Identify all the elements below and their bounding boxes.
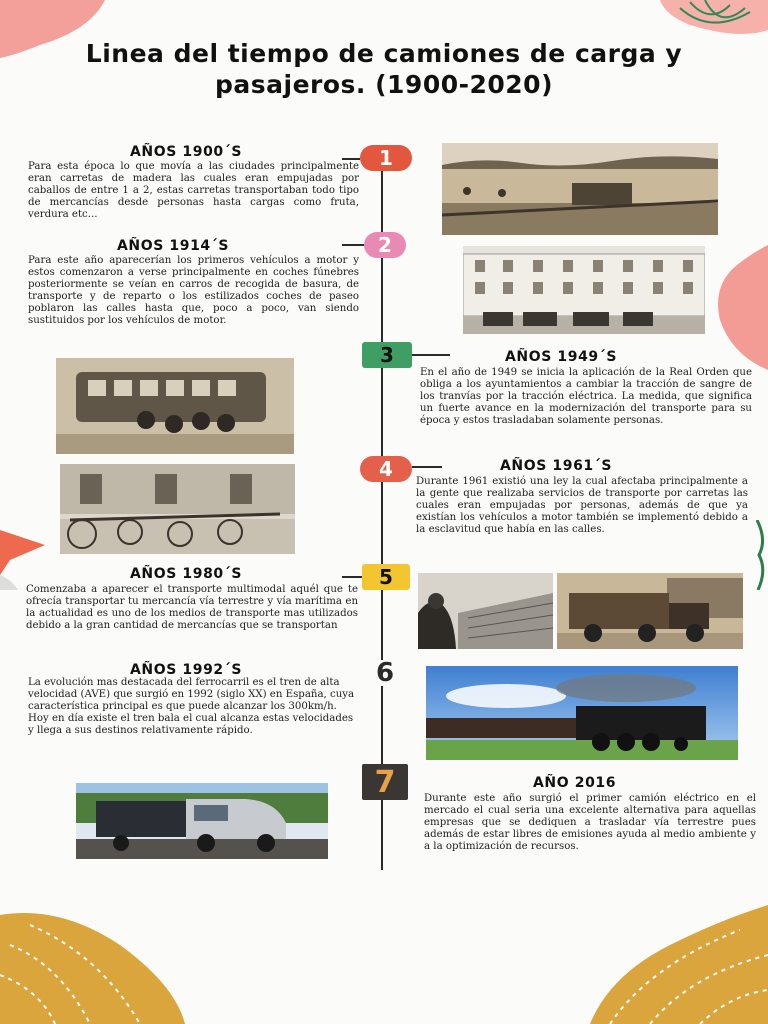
event-3-number: 3 <box>380 343 394 367</box>
event-5-number: 5 <box>379 565 393 589</box>
event-1-text: Para esta época lo que movía a las ciudades principalmente eran carretas de madera las cuales eran empujadas por caballos de entre 1 a 2, estas carretas transportaban todo tipo de mercancías desde personas hasta cargas como fruta, verdura etc... <box>28 161 359 221</box>
gold-blob-bottom-left <box>0 905 190 1024</box>
page-title: Linea del tiempo de camiones de carga y pasajeros. (1900-2020) <box>85 39 683 99</box>
event-4-text: Durante 1961 existió una ley la cual afectaba principalmente a la gente que realizaba servicios de transporte por carretas las cuales eran empujadas por personas, además de que ya existían los vehículos a motor también se implementó debido a la esclavitud que había en las calles. <box>416 476 748 536</box>
event-1-number: 1 <box>379 146 393 170</box>
event-4-heading: AÑOS 1961´S <box>500 458 613 474</box>
pink-blob-top-right <box>650 0 768 40</box>
event-6-badge <box>362 660 408 686</box>
event-1-badge <box>360 145 412 171</box>
event-4-badge <box>360 456 412 482</box>
event-7-text: Durante este año surgió el primer camión eléctrico en el mercado el cual seria una excelente alternativa para aquellas empresas que se dediquen a trasladar vía terrestre pues además de estar libres de emisiones ayuda al medio ambiente y a la optimización de recursos. <box>424 793 756 853</box>
event-7-number: 7 <box>374 764 396 800</box>
event-2-badge <box>364 232 406 258</box>
event-3-photo <box>56 358 294 454</box>
event-1-connector <box>342 158 360 160</box>
gold-blob-bottom-right <box>590 905 768 1024</box>
green-scribble-right <box>755 520 768 590</box>
event-1-heading: AÑOS 1900´S <box>130 144 243 160</box>
event-3-heading: AÑOS 1949´S <box>505 349 618 365</box>
event-5-badge <box>362 564 410 590</box>
event-2-photo <box>463 246 705 334</box>
event-6-photo <box>426 666 738 760</box>
event-2-number: 2 <box>378 233 392 257</box>
event-5-text: Comenzaba a aparecer el transporte multimodal aquél que te ofrecía transportar tu mercancía vía terrestre y vía marítima en la actualidad es uno de los medios de transporte mas utilizados debido a la gran cantidad de mercancías que se transportan <box>26 584 358 632</box>
event-6-text: La evolución mas destacada del ferrocarril es el tren de alta velocidad (AVE) que surgió en 1992 (siglo XX) en España, cuya característica principal es que puede alcanzar los 300km/h. Hoy en día existe el tren bala el cual alcanza estas velocidades y llega a sus destinos relativamente rápido. <box>28 677 355 737</box>
event-7-badge <box>362 764 408 800</box>
event-1-photo <box>442 143 718 235</box>
event-4-number: 4 <box>379 457 393 481</box>
event-3-badge <box>362 342 412 368</box>
event-4-connector <box>412 466 442 468</box>
event-6-heading: AÑOS 1992´S <box>130 662 243 678</box>
event-5-photo-dock <box>418 573 553 649</box>
event-2-heading: AÑOS 1914´S <box>117 238 230 254</box>
event-7-heading: AÑO 2016 <box>533 775 617 791</box>
event-3-text: En el año de 1949 se inicia la aplicación de la Real Orden que obliga a los ayuntamientos a cambiar la tracción de sangre de los tranvías por la tracción eléctrica. La medida, que significa un fuerte avance en la modernización del transporte para su época y estos trasladaban solamente personas. <box>420 367 752 427</box>
event-5-heading: AÑOS 1980´S <box>130 566 243 582</box>
event-2-connector <box>342 244 364 246</box>
event-4-photo <box>60 464 295 554</box>
event-3-connector <box>412 354 450 356</box>
event-6-number: 6 <box>375 658 395 688</box>
event-5-photo-truck <box>557 573 743 649</box>
event-5-connector <box>342 576 362 578</box>
event-2-text: Para este año aparecerían los primeros vehículos a motor y estos comenzaron a verse principalmente en coches fúnebres posteriormente se veían en carros de recogida de basura, de transporte y de reparto o los estilizados coches de paseo poblaron las calles hasta que, poco a poco, van siendo sustituidos por los vehículos de motor. <box>28 255 359 327</box>
event-7-photo <box>76 783 328 859</box>
coral-blob-left <box>0 530 48 590</box>
pink-blob-right <box>712 245 768 370</box>
